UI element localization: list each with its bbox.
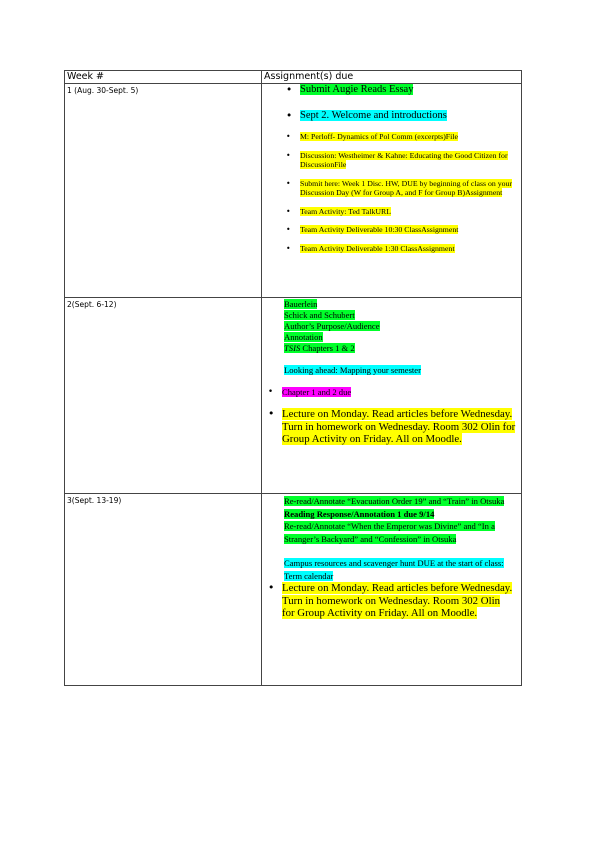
week-2-line: Annotation <box>284 332 323 342</box>
list-item <box>284 110 518 123</box>
week-3-label: 3(Sept. 13-19) <box>65 494 262 686</box>
schedule-table <box>64 70 522 686</box>
table-row-week-2 <box>65 298 522 494</box>
table-header-row <box>65 71 522 84</box>
assignment-link[interactable]: Team Activity Deliverable 10:30 ClassAssignment <box>300 225 459 234</box>
bullet-icon: • <box>286 132 291 141</box>
bullet-icon: • <box>286 150 291 160</box>
assignment-link[interactable]: M: Perloff- Dynamics of Pol Comm (excerpts)File <box>300 132 458 141</box>
bullet-icon: • <box>286 225 291 234</box>
week-2-line: Author’s Purpose/Audience <box>284 321 380 331</box>
assignment-link[interactable]: Submit here: Week 1 Disc. HW, DUE by beginning of class on your Discussion Day (W for Group A, and F for Group B)Assignment <box>300 178 513 197</box>
reading-emperor: Re-read/Annotate “When the Emperor was Divine” and “In a Stranger’s Backyard” and “Confession” in Otsuka <box>284 521 495 544</box>
tsis-title: TSIS <box>284 343 301 353</box>
week-3-assignments <box>262 494 522 686</box>
lecture-note: Lecture on Monday. Read articles before Wednesday. Turn in homework on Wednesday. Room 302 Olin for Group Activity on Friday. All on Moodle. <box>282 408 516 446</box>
list-item <box>284 244 518 254</box>
list-item: • Chapter 1 and 2 due <box>268 387 352 397</box>
week-2-line: Bauerlein <box>284 299 318 309</box>
assignment-link[interactable]: Team Activity Deliverable 1:30 ClassAssignment <box>300 243 455 253</box>
reading-evacuation: Re-read/Annotate “Evacuation Order 19” and “Train” in Otsuka <box>284 496 505 506</box>
lecture-note: Lecture on Monday. Read articles before Wednesday. Turn in homework on Wednesday. Room 302 Olin for Group Activity on Friday. All on Moodle. <box>282 582 513 620</box>
bullet-icon: • <box>286 243 291 253</box>
list-item: • Lecture on Monday. Read articles before Wednesday. Turn in homework on Wednesday. Room 302 Olin for Group Activity on Friday. All on Moodle. <box>268 407 516 446</box>
week-2-list <box>266 387 518 446</box>
assignment-link[interactable]: Team Activity: Ted TalkURL <box>300 206 391 216</box>
tsis-chapters: Chapters 1 & 2 <box>300 343 355 353</box>
list-item <box>284 225 518 235</box>
week-1-list <box>284 84 518 253</box>
bullet-icon: • <box>286 84 293 96</box>
reading-response-due: Reading Response/Annotation 1 due 9/14 <box>284 508 435 519</box>
table-row-week-3 <box>65 494 522 686</box>
table-row-week-1 <box>65 84 522 298</box>
assignment-link[interactable]: Submit Augie Reads Essay <box>300 84 414 95</box>
week-3-list <box>266 582 513 620</box>
looking-ahead-link[interactable]: Looking ahead: Mapping your semester <box>284 365 421 375</box>
list-item: • Lecture on Monday. Read articles before Wednesday. Turn in homework on Wednesday. Room 302 Olin for Group Activity on Friday. All on Moodle. <box>268 581 513 620</box>
header-assignments: Assignment(s) due <box>262 71 522 84</box>
bullet-icon: • <box>286 109 293 122</box>
header-week: Week # <box>65 71 262 84</box>
assignment-link[interactable]: Sept 2. Welcome and introductions <box>300 109 447 121</box>
list-item <box>284 179 518 198</box>
list-item <box>284 132 518 142</box>
week-1-assignments <box>262 84 522 298</box>
chapter-due-item: Chapter 1 and 2 due <box>282 387 352 397</box>
week-2-line: Schick and Schubert <box>284 310 355 320</box>
week-1-label: 1 (Aug. 30-Sept. 5) <box>65 84 262 298</box>
bullet-icon: • <box>286 178 291 188</box>
list-item <box>284 151 518 170</box>
assignment-link[interactable]: Discussion: Westheimer & Kahne: Educating the Good Citizen for DiscussionFile <box>300 150 508 169</box>
list-item <box>284 84 518 97</box>
bullet-icon: • <box>286 206 291 216</box>
week-2-assignments <box>262 298 522 494</box>
list-item <box>284 207 518 217</box>
campus-resources-link[interactable]: Campus resources and scavenger hunt DUE at the start of class: Term calendar <box>284 558 504 581</box>
week-2-label: 2(Sept. 6-12) <box>65 298 262 494</box>
